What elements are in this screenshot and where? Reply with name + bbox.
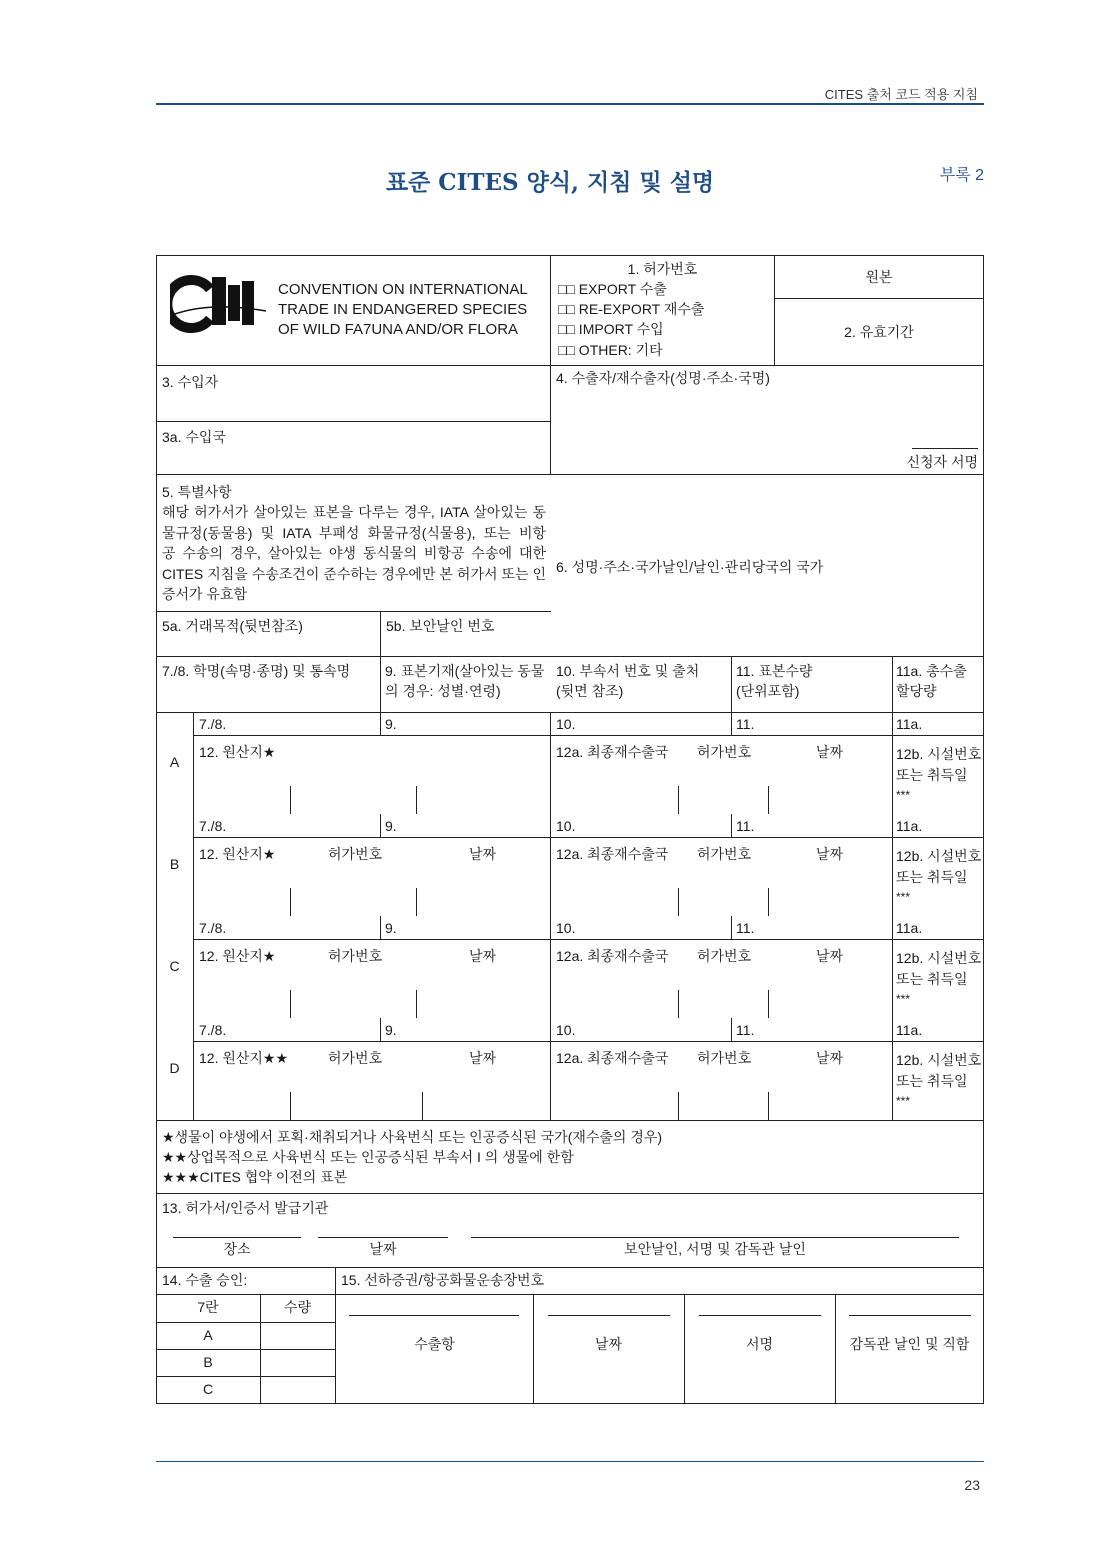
special-line-1: 해당 허가서가 살아있는 표본을 다루는 경우, IATA 살아있는 동 — [162, 504, 546, 520]
export-port-field[interactable]: 수출항 — [414, 1336, 455, 1352]
col-header-quota-2: 할당량 — [896, 683, 937, 699]
origin-field-c[interactable]: 12. 원산지★ — [199, 948, 276, 964]
permit-type-other[interactable]: □□ OTHER: 기타 — [558, 342, 663, 358]
quantity-field-a[interactable]: 11. — [736, 716, 755, 732]
signature-field[interactable]: 서명 — [745, 1336, 774, 1352]
block-label-c: C — [169, 958, 180, 974]
description-field-d[interactable]: 9. — [385, 1022, 397, 1038]
description-field-c[interactable]: 9. — [385, 920, 397, 936]
reexport-permit-b[interactable]: 허가번호 — [697, 846, 752, 862]
col-header-quantity-1: 11. 표본수량 — [736, 663, 813, 679]
origin-field-b[interactable]: 12. 원산지★ — [199, 846, 276, 862]
description-field-b[interactable]: 9. — [385, 818, 397, 834]
inspector-stamp-field[interactable]: 감독관 날인 및 직함 — [849, 1336, 970, 1352]
origin-field-d[interactable]: 12. 원산지★★ — [199, 1050, 289, 1066]
block-label-b: B — [169, 856, 180, 872]
quantity-field-b[interactable]: 11. — [736, 818, 755, 834]
reexport-date-a[interactable]: 날짜 — [816, 744, 844, 760]
reexport-country-d[interactable]: 12a. 최종재수출국 — [556, 1050, 669, 1066]
export-date-field[interactable]: 날짜 — [594, 1336, 623, 1352]
footer-rule — [156, 1461, 984, 1462]
special-line-4: CITES 지침을 수송조건이 준수하는 경우에만 본 허가서 또는 인 — [162, 565, 546, 582]
appendix-field-c[interactable]: 10. — [556, 920, 576, 936]
convention-line-3: OF WILD FA7UNA AND/OR FLORA — [278, 321, 519, 338]
species-field-c[interactable]: 7./8. — [199, 920, 227, 936]
special-conditions-title: 5. 특별사항 — [162, 484, 232, 500]
registration-label-3-d: *** — [896, 1094, 911, 1108]
special-line-5: 증서가 유효함 — [162, 586, 248, 602]
species-field-a[interactable]: 7./8. — [199, 716, 227, 732]
endorse-row-a: A — [203, 1327, 213, 1343]
cites-permit-form — [156, 255, 984, 1404]
col-header-appendix-2: (뒷면 참조) — [556, 683, 624, 699]
appendix-label: 부록 2 — [939, 167, 984, 184]
registration-label-2-a: 또는 취득일 — [896, 767, 968, 783]
registration-label-3-b: *** — [896, 890, 911, 904]
validity-label: 2. 유효기간 — [844, 324, 914, 340]
header-rule — [156, 103, 984, 105]
registration-label-1-a: 12b. 시설번호 — [896, 746, 982, 762]
reexport-country-b[interactable]: 12a. 최종재수출국 — [556, 846, 669, 862]
permit-type-reexport[interactable]: □□ RE-EXPORT 재수출 — [558, 301, 705, 317]
reexport-date-d[interactable]: 날짜 — [816, 1050, 844, 1066]
page-number: 23 — [964, 1477, 980, 1493]
registration-label-2-b: 또는 취득일 — [896, 869, 968, 885]
cites-logo — [170, 271, 270, 333]
col-header-quantity-2: (단위포함) — [736, 683, 800, 699]
quantity-field-d[interactable]: 11. — [736, 1022, 755, 1038]
block-label-a: A — [169, 754, 180, 770]
import-country-field[interactable]: 3a. 수입국 — [162, 429, 226, 445]
species-field-b[interactable]: 7./8. — [199, 818, 227, 834]
export-endorsement-label: 14. 수출 승인: — [162, 1272, 248, 1288]
importer-field[interactable]: 3. 수입자 — [162, 374, 219, 390]
place-field[interactable]: 장소 — [223, 1241, 251, 1257]
running-title: CITES 출처 코드 적용 지침 — [824, 87, 978, 102]
origin-date-c[interactable]: 날짜 — [469, 948, 497, 964]
reexport-date-b[interactable]: 날짜 — [816, 846, 844, 862]
quota-field-c[interactable]: 11a. — [896, 920, 923, 936]
original-label: 원본 — [865, 269, 893, 285]
col-header-appendix-1: 10. 부속서 번호 및 출처 — [556, 663, 700, 679]
note-2: ★★상업목적으로 사육번식 또는 인공증식된 부속서 I 의 생물에 한함 — [162, 1149, 574, 1165]
registration-label-1-c: 12b. 시설번호 — [896, 950, 982, 966]
endorse-row-c: C — [202, 1381, 214, 1397]
endorse-col-block: 7란 — [197, 1299, 219, 1315]
col-header-description-2: 의 경우: 성별·연령) — [385, 683, 501, 699]
registration-label-3-c: *** — [896, 992, 911, 1006]
endorse-row-b: B — [203, 1354, 213, 1370]
quota-field-b[interactable]: 11a. — [896, 818, 923, 834]
special-line-2: 물규정(동물용) 및 IATA 부패성 화물규정(식물용), 또는 비항 — [162, 524, 546, 541]
purpose-field[interactable]: 5a. 거래목적(뒷면참조) — [162, 618, 303, 634]
bill-of-lading-label: 15. 선하증권/항공화물운송장번호 — [341, 1272, 545, 1288]
origin-field-a[interactable]: 12. 원산지★ — [199, 744, 276, 760]
species-field-d[interactable]: 7./8. — [199, 1022, 227, 1038]
origin-permit-b[interactable]: 허가번호 — [328, 846, 383, 862]
special-line-3: 공 수송의 경우, 살아있는 야생 동식물의 비항공 수송에 대한 — [162, 545, 546, 561]
note-3: ★★★CITES 협약 이전의 표본 — [162, 1169, 348, 1185]
endorse-col-quantity: 수량 — [283, 1299, 312, 1315]
registration-label-1-b: 12b. 시설번호 — [896, 848, 982, 864]
permit-number-label: 1. 허가번호 — [627, 261, 698, 277]
management-authority-field[interactable]: 6. 성명·주소·국가날인/날인·관리당국의 국가 — [556, 559, 824, 575]
page-title: 표준 CITES 양식, 지침 및 설명 — [385, 169, 715, 196]
seal-signature-field[interactable]: 보안날인, 서명 및 감독관 날인 — [624, 1241, 806, 1257]
origin-date-b[interactable]: 날짜 — [469, 846, 497, 862]
registration-label-2-c: 또는 취득일 — [896, 971, 968, 987]
permit-type-export[interactable]: □□ EXPORT 수출 — [558, 281, 667, 297]
description-field-a[interactable]: 9. — [385, 716, 397, 732]
quantity-field-c[interactable]: 11. — [736, 920, 755, 936]
col-header-quota-1: 11a. 총수출 — [896, 663, 967, 679]
col-header-species: 7./8. 학명(속명·종명) 및 통속명 — [162, 663, 351, 679]
col-header-description-1: 9. 표본기재(살아있는 동물 — [385, 663, 545, 679]
origin-date-d[interactable]: 날짜 — [469, 1050, 497, 1066]
reexport-permit-a[interactable]: 허가번호 — [697, 744, 752, 760]
convention-line-2: TRADE IN ENDANGERED SPECIES — [278, 301, 528, 318]
appendix-field-b[interactable]: 10. — [556, 818, 576, 834]
reexport-country-a[interactable]: 12a. 최종재수출국 — [556, 744, 669, 760]
origin-permit-c[interactable]: 허가번호 — [328, 948, 383, 964]
reexport-permit-d[interactable]: 허가번호 — [697, 1050, 752, 1066]
reexport-permit-c[interactable]: 허가번호 — [697, 948, 752, 964]
appendix-field-a[interactable]: 10. — [556, 716, 576, 732]
registration-label-2-d: 또는 취득일 — [896, 1073, 968, 1089]
issuing-authority-label: 13. 허가서/인증서 발급기관 — [162, 1200, 329, 1216]
reexport-country-c[interactable]: 12a. 최종재수출국 — [556, 948, 669, 964]
appendix-field-d[interactable]: 10. — [556, 1022, 576, 1038]
reexport-date-c[interactable]: 날짜 — [816, 948, 844, 964]
issue-date-field[interactable]: 날짜 — [369, 1241, 397, 1257]
note-1: ★생물이 야생에서 포획·채취되거나 사육번식 또는 인공증식된 국가(재수출의 경우) — [162, 1129, 663, 1145]
quota-field-d[interactable]: 11a. — [896, 1022, 923, 1038]
applicant-signature: 신청자 서명 — [906, 454, 978, 470]
origin-permit-d[interactable]: 허가번호 — [328, 1050, 383, 1066]
convention-line-1: CONVENTION ON INTERNATIONAL — [278, 281, 528, 298]
registration-label-3-a: *** — [896, 788, 911, 802]
exporter-field[interactable]: 4. 수출자/재수출자(성명·주소·국명) — [556, 370, 770, 386]
quota-field-a[interactable]: 11a. — [896, 716, 923, 732]
permit-type-import[interactable]: □□ IMPORT 수입 — [558, 321, 664, 337]
block-label-d: D — [169, 1060, 180, 1076]
registration-label-1-d: 12b. 시설번호 — [896, 1052, 982, 1068]
security-stamp-field[interactable]: 5b. 보안날인 번호 — [386, 618, 495, 634]
